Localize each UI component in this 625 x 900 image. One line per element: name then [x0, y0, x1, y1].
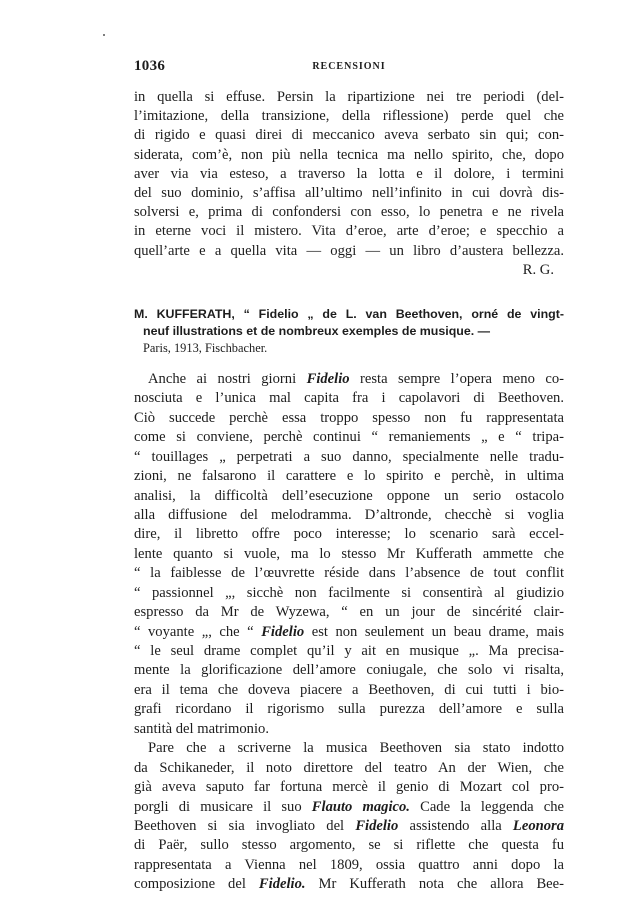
review-2-bibliographic-entry [134, 306, 564, 357]
text-line: in eterne voci il mistero. Vita d’eroe, arte d’eroe; e specchio a [134, 223, 564, 240]
text-line: grafi ricordano il rigorismo sulla purezza dell’amore e sulla [134, 701, 564, 718]
page-number: 1036 [134, 58, 166, 74]
text-line: in quella si effuse. Persin la ripartizione nei tre periodi (del- [134, 89, 564, 105]
text-line: del suo dominio, s’affisa all’ultimo nell’infinito in cui dovrà dis- [134, 184, 564, 201]
entry-title-line: M. KUFFERATH, “ Fidelio „ de L. van Beethoven, orné de vingt- [134, 306, 564, 321]
text-line: da Schikaneder, il noto direttore del teatro An der Wien, che [134, 759, 564, 776]
book-page [134, 58, 564, 895]
text-line: “ touillages „ perpetrati a suo danno, specialmente nelle tradu- [134, 448, 564, 465]
text-line: nosciuta e l’unica mal capita fra i capolavori di Beethoven. [134, 390, 564, 407]
text-line: di rigido e quasi direi di meccanico aveva serbato sin qui; con- [134, 127, 564, 144]
text-line: santità del matrimonio. [134, 720, 269, 737]
running-head: RECENSIONI [312, 61, 386, 72]
text-line: “ passionnel „, sicchè non facilmente si consentirà al giudizio [134, 584, 564, 601]
text-line: Pare che a scriverne la musica Beethoven sia stato indotto [148, 740, 564, 757]
scan-speck [103, 34, 105, 36]
entry-publication: Paris, 1913, Fischbacher. [143, 340, 268, 355]
text-line: Anche ai nostri giorni Fidelio resta sempre l’opera meno co- [148, 370, 564, 387]
text-line: quell’arte e a quella vita — oggi — un libro d’austera bellezza. [134, 242, 564, 259]
review-1-continuation [134, 88, 564, 280]
text-line: zioni, ne falsarono il carattere e lo spirito e perchè, in ultima [134, 468, 564, 485]
review-2-paragraph-2 [134, 739, 564, 895]
text-line: l’imitazione, della transizione, della riflessione) perde quel che [134, 108, 564, 125]
text-line: solversi e, prima di confondersi con esso, lo penetra e ne rivela [134, 204, 564, 221]
text-line: dire, il libretto offre poco interesse; lo scenario sarà eccel- [134, 526, 564, 543]
text-line: aver via via esteso, a traverso la lotta e il dolore, i termini [134, 165, 564, 182]
text-line: era il tema che doveva piacere a Beethoven, di cui tutti i bio- [134, 681, 564, 698]
text-line: alla diffusione del melodramma. D’altronde, checchè si voglia [134, 506, 564, 523]
text-line: porgli di musicare il suo Flauto magico. Cade la leggenda che [134, 798, 565, 815]
text-line: “ la faiblesse de l’œuvrette réside dans l’absence de tout conflit [134, 565, 564, 582]
text-line: rappresentata a Vienna nel 1809, ossia quattro anni dopo la [134, 856, 564, 873]
page-header [134, 58, 564, 80]
text-line: lente quanto si vuole, ma lo stesso Mr Kufferath ammette che [134, 545, 564, 562]
text-line: di Paër, sullo stesso argomento, se si riflette che questa fu [134, 837, 564, 854]
text-line: siderata, com’è, non più nella tecnica ma nello spirito, che, dopo [134, 146, 564, 163]
review-2-paragraph-1 [134, 370, 564, 739]
text-line: composizione del Fidelio. Mr Kufferath nota che allora Bee- [134, 876, 564, 893]
text-line: Ciò succede perchè essa troppo spesso non fu rappresentata [134, 409, 564, 426]
text-line: mente la glorificazione dell’amore coniugale, che solo vi risalta, [134, 662, 564, 679]
text-line: già aveva saputo far fortuna mercè il genio di Mozart col pro- [134, 779, 564, 796]
text-line: “ voyante „, che “ Fidelio est non seulement un beau drame, mais [134, 623, 564, 640]
text-line: “ le seul drame complet qu’il y ait en musique „. Ma precisa- [134, 643, 564, 659]
entry-title-line: neuf illustrations et de nombreux exemples de musique. — [143, 323, 491, 338]
text-line: espresso da Mr de Wyzewa, “ en un jour de sincérité clair- [134, 604, 564, 621]
text-line: come si conviene, perchè continui “ remaniements „ e “ tripa- [134, 429, 564, 446]
text-line: Beethoven si sia invogliato del Fidelio assistendo alla Leonora [134, 817, 564, 834]
reviewer-signature: R. G. [522, 261, 554, 278]
text-line: analisi, la difficoltà dell’esecuzione oppone un serio ostacolo [134, 487, 564, 504]
